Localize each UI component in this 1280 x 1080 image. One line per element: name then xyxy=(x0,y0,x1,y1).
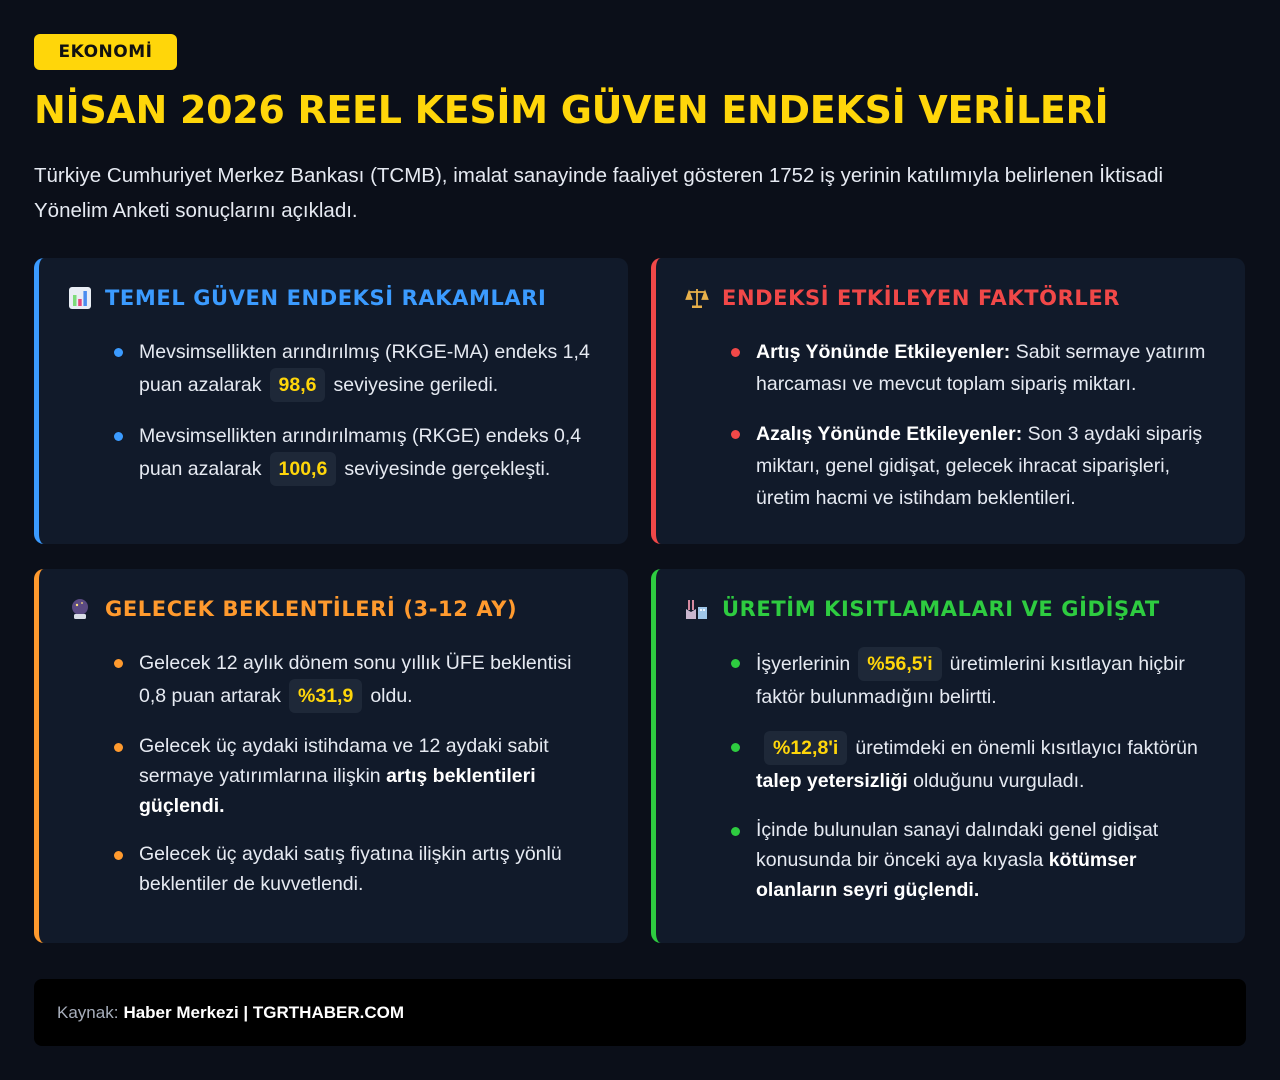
value-chip: %12,8'i xyxy=(764,731,847,765)
card-future-expectations xyxy=(34,569,628,943)
card-list xyxy=(109,336,602,504)
source-bar xyxy=(34,979,1246,1046)
card-list xyxy=(109,647,602,917)
card-title: ENDEKSİ ETKİLEYEN FAKTÖRLER xyxy=(722,286,1121,310)
card-header xyxy=(684,285,1120,311)
card-title: TEMEL GÜVEN ENDEKSİ RAKAMLARI xyxy=(105,286,547,310)
list-item: Gelecek üç aydaki satış fiyatına ilişkin artış yönlü beklentiler de kuvvetlendi. xyxy=(109,839,602,899)
list-item: Gelecek 12 aylık dönem sonu yıllık ÜFE beklentisi 0,8 puan artarak %31,9 oldu. xyxy=(109,647,602,713)
value-chip: 98,6 xyxy=(270,368,326,402)
crystal-ball-icon xyxy=(67,596,93,622)
value-chip: %56,5'i xyxy=(858,647,941,681)
list-item: %12,8'i üretimdeki en önemli kısıtlayıcı faktörün talep yetersizliği olduğunu vurguladı. xyxy=(726,731,1219,797)
value-chip: 100,6 xyxy=(270,452,337,486)
card-title: GELECEK BEKLENTİLERİ (3-12 AY) xyxy=(105,597,518,621)
card-basic-index-figures xyxy=(34,258,628,544)
source-value: Haber Merkezi | TGRTHABER.COM xyxy=(123,1002,405,1022)
scales-icon xyxy=(684,285,710,311)
page-title: NİSAN 2026 REEL KESİM GÜVEN ENDEKSİ VERİLERİ xyxy=(34,88,1109,132)
list-item: İçinde bulunulan sanayi dalındaki genel gidişat konusunda bir önceki aya kıyasla kötümser olanların seyri güçlendi. xyxy=(726,815,1219,905)
card-affecting-factors xyxy=(651,258,1245,544)
card-title: ÜRETİM KISITLAMALARI VE GİDİŞAT xyxy=(722,597,1160,621)
list-item: Artış Yönünde Etkileyenler: Sabit sermaye yatırım harcaması ve mevcut toplam sipariş miktarı. xyxy=(726,336,1219,400)
list-item: İşyerlerinin %56,5'i üretimlerini kısıtlayan hiçbir faktör bulunmadığını belirtti. xyxy=(726,647,1219,713)
card-header xyxy=(67,596,517,622)
card-header xyxy=(67,285,546,311)
source-label: Kaynak: xyxy=(57,1002,119,1022)
list-item: Mevsimsellikten arındırılmış (RKGE-MA) endeks 1,4 puan azalarak 98,6 seviyesine geriledi. xyxy=(109,336,602,402)
bar-chart-icon xyxy=(67,285,93,311)
card-header xyxy=(684,596,1160,622)
list-item: Azalış Yönünde Etkileyenler: Son 3 aydaki sipariş miktarı, genel gidişat, gelecek ihracat siparişleri, üretim hacmi ve istihdam beklentileri. xyxy=(726,418,1219,514)
card-list xyxy=(726,336,1219,532)
intro-text: Türkiye Cumhuriyet Merkez Bankası (TCMB), imalat sanayinde faaliyet gösteren 1752 iş yerinin katılımıyla belirlenen İktisadi Yönelim Anketi sonuçlarını açıkladı. xyxy=(34,164,1164,222)
list-item: Mevsimsellikten arındırılmamış (RKGE) endeks 0,4 puan azalarak 100,6 seviyesinde gerçekleşti. xyxy=(109,420,602,486)
value-chip: %31,9 xyxy=(289,679,362,713)
card-production-constraints xyxy=(651,569,1245,943)
factory-icon xyxy=(684,596,710,622)
card-list xyxy=(726,647,1219,923)
category-badge: EKONOMİ xyxy=(34,34,177,70)
list-item: Gelecek üç aydaki istihdama ve 12 aydaki sabit sermaye yatırımlarına ilişkin artış beklentileri güçlendi. xyxy=(109,731,602,821)
